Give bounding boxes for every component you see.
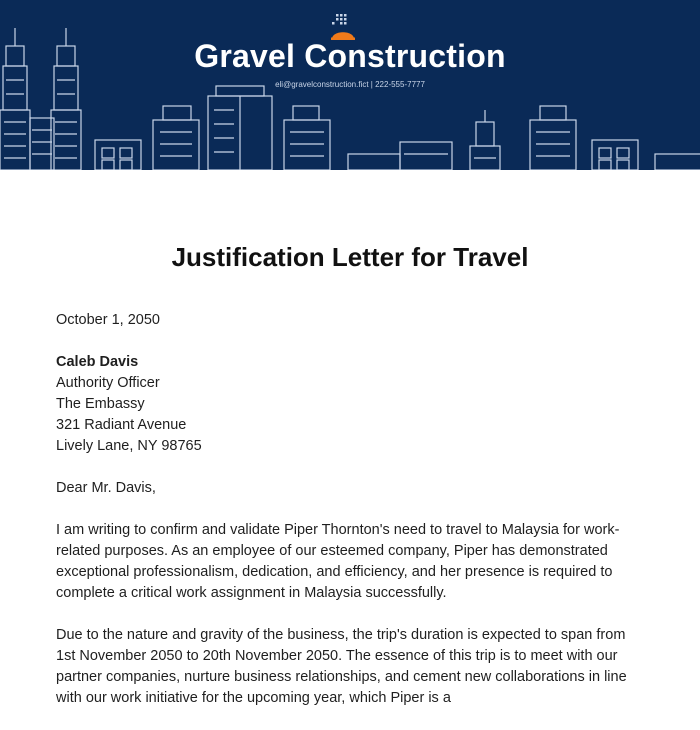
recipient-street: 321 Radiant Avenue [56, 417, 187, 433]
recipient-address-block [56, 352, 646, 457]
recipient-name: Caleb Davis [56, 354, 139, 370]
body-paragraph-2: Due to the nature and gravity of the business, the trip's duration is expected to span from 1st November 2050 to 20th November 2050. The essence of this trip is to meet with our partner companies, nurture business relationships, and cement new collaborations in line with our work initiative for the upcoming year, which Piper is a [56, 627, 627, 706]
recipient-position: Authority Officer [56, 375, 160, 391]
letterhead-banner [0, 0, 700, 170]
body-paragraph-1: I am writing to confirm and validate Piper Thornton's need to travel to Malaysia for work-related purposes. As an employee of our esteemed company, Piper has demonstrated exceptional professionalism, dedication, and efficiency, and her presence is required to complete a critical work assignment in Malaysia successfully. [56, 522, 620, 601]
company-name: Gravel Construction [194, 38, 506, 74]
letter-body [56, 310, 646, 730]
recipient-organization: The Embassy [56, 396, 145, 412]
recipient-city: Lively Lane, NY 98765 [56, 438, 202, 454]
salutation: Dear Mr. Davis, [56, 480, 156, 496]
document-title: Justification Letter for Travel [171, 242, 529, 272]
building-hardhat-icon [331, 13, 355, 41]
contact-info: eli@gravelconstruction.fict | 222-555-7777 [275, 80, 425, 89]
letter-date: October 1, 2050 [56, 312, 160, 328]
